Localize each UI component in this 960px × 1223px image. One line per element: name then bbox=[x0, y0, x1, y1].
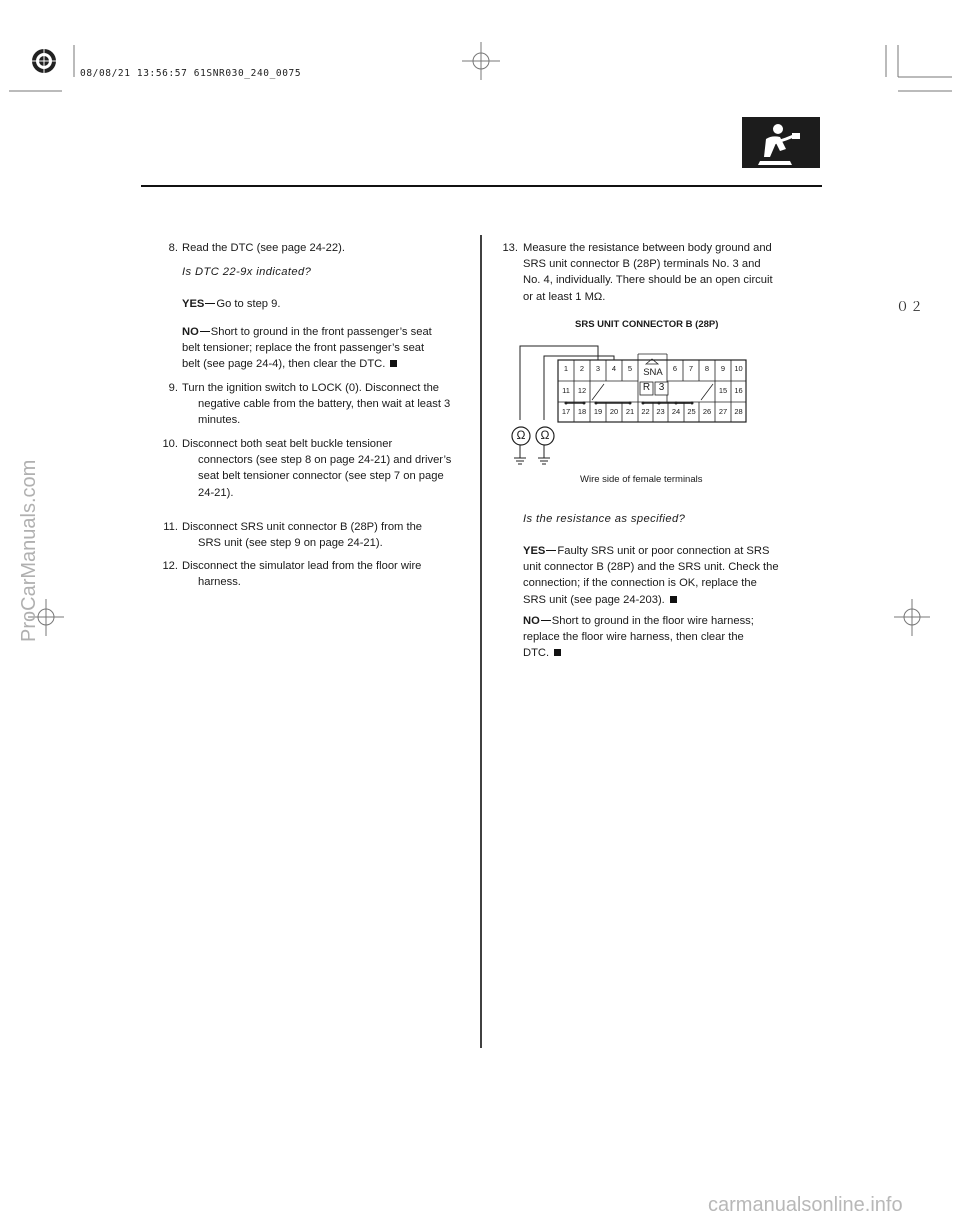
pin-label: 11 bbox=[562, 386, 570, 395]
no-label: NO bbox=[182, 326, 199, 338]
seat-belt-airbag-icon bbox=[742, 117, 820, 168]
r-label: R bbox=[642, 382, 651, 393]
pin-row-1-left bbox=[558, 364, 638, 373]
pin-label: 4 bbox=[611, 364, 617, 373]
pin-label: 12 bbox=[577, 386, 587, 395]
ohm-symbol: Ω bbox=[593, 290, 603, 303]
ohmmeter-icon: Ω bbox=[540, 428, 550, 442]
pin-row-1-right bbox=[667, 364, 746, 373]
no-answer-1: NO Short to ground in the front passenger’s seat belt tensioner; replace the front passenger’s seat belt (see page 24-4), then clear the DTC. bbox=[182, 326, 432, 371]
question-resistance: Is the resistance as specified? bbox=[523, 513, 686, 525]
pin-label: 18 bbox=[577, 407, 587, 416]
three-label: 3 bbox=[658, 382, 665, 393]
end-mark-icon bbox=[670, 596, 677, 603]
pin-label: 28 bbox=[734, 407, 743, 416]
pin-row-2-left bbox=[558, 386, 590, 395]
pin-label: 16 bbox=[734, 386, 743, 395]
pin-label: 19 bbox=[593, 407, 603, 416]
yes-answer-2: YES Faulty SRS unit or poor connection at SRS unit connector B (28P) and the SRS unit. Check the connection; if the connection is OK, replace the SRS unit (see page 24-203). bbox=[523, 545, 779, 606]
pin-label: 8 bbox=[704, 364, 710, 373]
pin-label: 5 bbox=[627, 364, 633, 373]
end-mark-icon bbox=[390, 360, 397, 367]
question-dtc: Is DTC 22-9x indicated? bbox=[182, 266, 312, 278]
diagram-caption: Wire side of female terminals bbox=[580, 474, 703, 485]
pin-label: 17 bbox=[561, 407, 571, 416]
pin-label: 2 bbox=[579, 364, 585, 373]
diagram-title: SRS UNIT CONNECTOR B (28P) bbox=[575, 319, 719, 330]
yes-label: YES bbox=[182, 298, 205, 310]
pin-label: 7 bbox=[688, 364, 694, 373]
srs-connector-diagram bbox=[505, 336, 755, 471]
pin-label: 1 bbox=[563, 364, 569, 373]
pin-label: 23 bbox=[656, 407, 665, 416]
pin-label: 27 bbox=[718, 407, 728, 416]
pin-label: 21 bbox=[625, 407, 635, 416]
connector-key-label: SNA bbox=[643, 367, 663, 378]
pin-label: 3 bbox=[595, 364, 601, 373]
pin-row-2-right bbox=[715, 386, 746, 395]
em-dash bbox=[546, 550, 556, 551]
em-dash bbox=[200, 331, 210, 332]
crop-target-icon bbox=[28, 45, 60, 77]
pin-label: 15 bbox=[718, 386, 728, 395]
no-label: NO bbox=[523, 615, 540, 627]
em-dash bbox=[205, 303, 215, 304]
pin-label: 6 bbox=[672, 364, 678, 373]
pin-label: 22 bbox=[641, 407, 650, 416]
pin-label: 10 bbox=[734, 364, 743, 373]
ohmmeter-icon: Ω bbox=[516, 428, 526, 442]
pin-label: 24 bbox=[671, 407, 681, 416]
no-answer-2: NO Short to ground in the floor wire harness; replace the floor wire harness, then clear the DTC. bbox=[523, 615, 754, 660]
pin-label: 20 bbox=[609, 407, 619, 416]
yes-label: YES bbox=[523, 545, 546, 557]
print-timestamp: 08/08/21 13:56:57 61SNR030_240_0075 bbox=[80, 68, 302, 79]
pin-label: 9 bbox=[720, 364, 726, 373]
pin-row-3 bbox=[558, 407, 746, 416]
yes-answer-1: YES Go to step 9. bbox=[182, 298, 281, 310]
em-dash bbox=[541, 620, 551, 621]
pin-label: 26 bbox=[702, 407, 712, 416]
pin-label: 25 bbox=[687, 407, 696, 416]
footer-watermark: carmanualsonline.info bbox=[708, 1194, 903, 1216]
page-code: ０２ bbox=[896, 299, 925, 314]
side-watermark: ProCarManuals.com bbox=[18, 459, 40, 642]
end-mark-icon bbox=[554, 649, 561, 656]
